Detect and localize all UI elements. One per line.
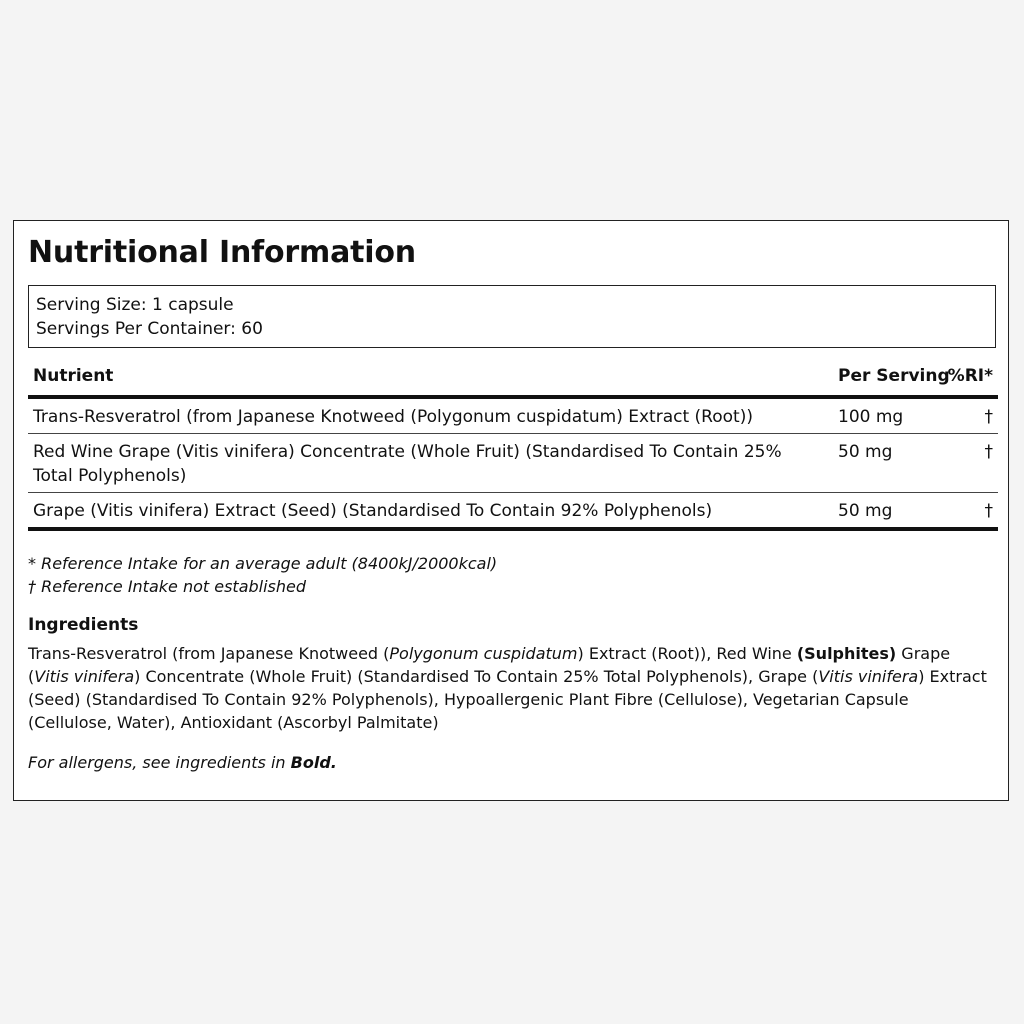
table-row (28, 434, 998, 493)
ingredients-part: ) Concentrate (Whole Fruit) (Standardised To Contain 25% Total Polyphenols), Grape ( (134, 667, 819, 686)
table-row (28, 399, 998, 434)
row-ri: † (984, 501, 993, 521)
allergen-note-text: For allergens, see ingredients in (28, 753, 291, 772)
nutrient-table (28, 359, 998, 531)
ingredients-text (28, 642, 988, 734)
header-nutrient: Nutrient (33, 366, 114, 386)
ingredients-latin-name: Polygonum cuspidatum (389, 644, 578, 663)
row-amount: 50 mg (838, 442, 893, 462)
ingredients-part: ) Extract (Root)), Red Wine (577, 644, 797, 663)
row-amount: 100 mg (838, 407, 904, 427)
ingredients-part: Trans-Resveratrol (from Japanese Knotweed ( (28, 644, 390, 663)
allergen-note (28, 751, 337, 774)
ingredients-latin-name: Vitis vinifera (34, 667, 135, 686)
footnotes (28, 552, 497, 598)
header-per-serving: Per Serving (838, 366, 950, 386)
allergen-highlight: (Sulphites) (796, 644, 897, 663)
nutrition-panel (13, 220, 1009, 801)
table-header (28, 359, 998, 399)
row-nutrient: Trans-Resveratrol (from Japanese Knotweed (Polygonum cuspidatum) Extract (Root)) (33, 407, 753, 427)
header-ri: %RI* (947, 366, 993, 386)
footnote-ri-reference: * Reference Intake for an average adult (8400kJ/2000kcal) (28, 554, 498, 573)
row-amount: 50 mg (838, 501, 893, 521)
ingredients-heading: Ingredients (28, 615, 139, 635)
ingredients-latin-name: Vitis vinifera (818, 667, 919, 686)
serving-size: Serving Size: 1 capsule (36, 295, 234, 315)
table-row (28, 493, 998, 531)
row-ri: † (984, 407, 993, 427)
row-nutrient: Grape (Vitis vinifera) Extract (Seed) (Standardised To Contain 92% Polyphenols) (33, 501, 713, 521)
allergen-note-bold: Bold. (290, 753, 337, 772)
ingredients-part: ) Extract (Seed) (Standardised To Contain 92% Polyphenols), Hypoallergenic Plant Fibre (Cellulose), Vegetarian Capsule (Cellulose, Water), Antioxidant (Ascorbyl Palmitate) (28, 667, 987, 732)
serving-info-box (28, 285, 996, 348)
row-ri: † (984, 442, 993, 462)
ingredients-part: Grape ( (28, 644, 951, 686)
row-nutrient: Red Wine Grape (Vitis vinifera) Concentrate (Whole Fruit) (Standardised To Contain 25% Total Polyphenols) (33, 442, 782, 486)
panel-title: Nutritional Information (28, 235, 416, 270)
footnote-ri-not-established: † Reference Intake not established (28, 577, 307, 596)
servings-per-container: Servings Per Container: 60 (36, 319, 263, 339)
